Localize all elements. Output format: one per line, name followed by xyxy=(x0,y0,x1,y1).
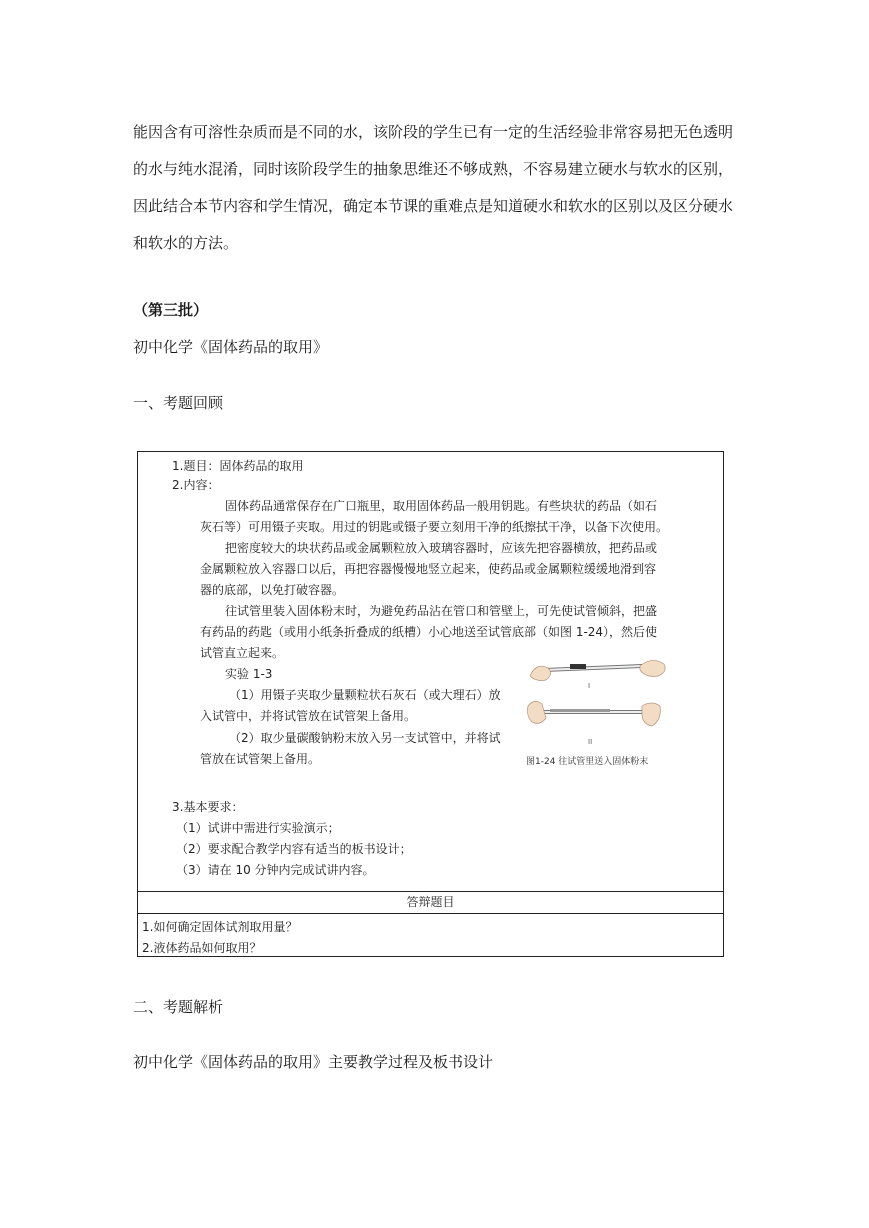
intro-line: 的水与纯水混淆，同时该阶段学生的抽象思维还不够成熟，不容易建立硬水与软水的区别， xyxy=(133,160,734,178)
experiment-title: 实验 1-3 xyxy=(225,667,273,681)
exam-content-line: 金属颗粒放入容器口以后，再把容器慢慢地竖立起来，使药品或金属颗粒缓缓地滑到容 xyxy=(200,562,657,576)
exam-topic: 1.题目：固体药品的取用 xyxy=(172,459,304,473)
batch-label: （第三批） xyxy=(133,301,209,319)
intro-line: 和软水的方法。 xyxy=(133,234,239,252)
experiment-step: 入试管中，并将试管放在试管架上备用。 xyxy=(200,709,417,723)
qa-question: 1.如何确定固体试剂取用量？ xyxy=(142,920,298,934)
test-tube-figure xyxy=(524,648,674,766)
requirement-item: （1）试讲中需进行实验演示； xyxy=(176,821,340,835)
qa-question: 2.液体药品如何取用？ xyxy=(142,941,262,955)
intro-line: 能因含有可溶性杂质而是不同的水，该阶段的学生已有一定的生活经验非常容易把无色透明 xyxy=(133,123,734,141)
exam-content-line: 把密度较大的块状药品或金属颗粒放入玻璃容器时，应该先把容器横放，把药品或 xyxy=(225,541,658,555)
exam-content-line: 器的底部，以免打破容器。 xyxy=(200,583,345,597)
exam-content-line: 往试管里装入固体粉末时，为避免药品沾在管口和管壁上，可先使试管倾斜，把盛 xyxy=(225,604,658,618)
figure-mark-1: I xyxy=(588,682,591,690)
section-heading-review: 一、考题回顾 xyxy=(133,394,224,412)
intro-line: 因此结合本节内容和学生情况，确定本节课的重难点是知道硬水和软水的区别以及区分硬水 xyxy=(133,197,734,215)
intro-paragraph xyxy=(133,114,745,262)
requirement-item: （2）要求配合教学内容有适当的板书设计； xyxy=(176,842,412,856)
section-heading-analysis: 二、考题解析 xyxy=(133,998,224,1016)
exam-content-line: 试管直立起来。 xyxy=(200,646,285,660)
figure-panel-1 xyxy=(530,660,665,680)
exam-content-label: 2.内容： xyxy=(172,478,220,492)
figure-caption: 图1-24 往试管里送入固体粉末 xyxy=(526,757,649,767)
figure-panel-2 xyxy=(528,701,661,726)
analysis-title: 初中化学《固体药品的取用》主要教学过程及板书设计 xyxy=(133,1053,494,1071)
experiment-step: 管放在试管架上备用。 xyxy=(200,752,321,766)
lesson-title: 初中化学《固体药品的取用》 xyxy=(133,338,329,356)
experiment-step: （1）用镊子夹取少量颗粒状石灰石（或大理石）放 xyxy=(229,688,501,702)
exam-question-box xyxy=(137,451,724,957)
exam-content-cell xyxy=(138,452,723,892)
requirement-item: （3）请在 10 分钟内完成试讲内容。 xyxy=(176,863,375,877)
requirements-label: 3.基本要求： xyxy=(172,800,244,814)
exam-content-line: 有药品的药匙（或用小纸条折叠成的纸槽）小心地送至试管底部（如图 1-24），然后使 xyxy=(200,625,658,639)
qa-header: 答辩题目 xyxy=(138,891,723,914)
exam-content-line: 灰石等）可用镊子夹取。用过的钥匙或镊子要立刻用干净的纸擦拭干净，以备下次使用。 xyxy=(200,520,669,534)
figure-mark-2: II xyxy=(588,738,593,746)
exam-content-line: 固体药品通常保存在广口瓶里，取用固体药品一般用钥匙。有些块状的药品（如石 xyxy=(225,499,658,513)
experiment-step: （2）取少量碳酸钠粉末放入另一支试管中，并将试 xyxy=(229,731,501,745)
